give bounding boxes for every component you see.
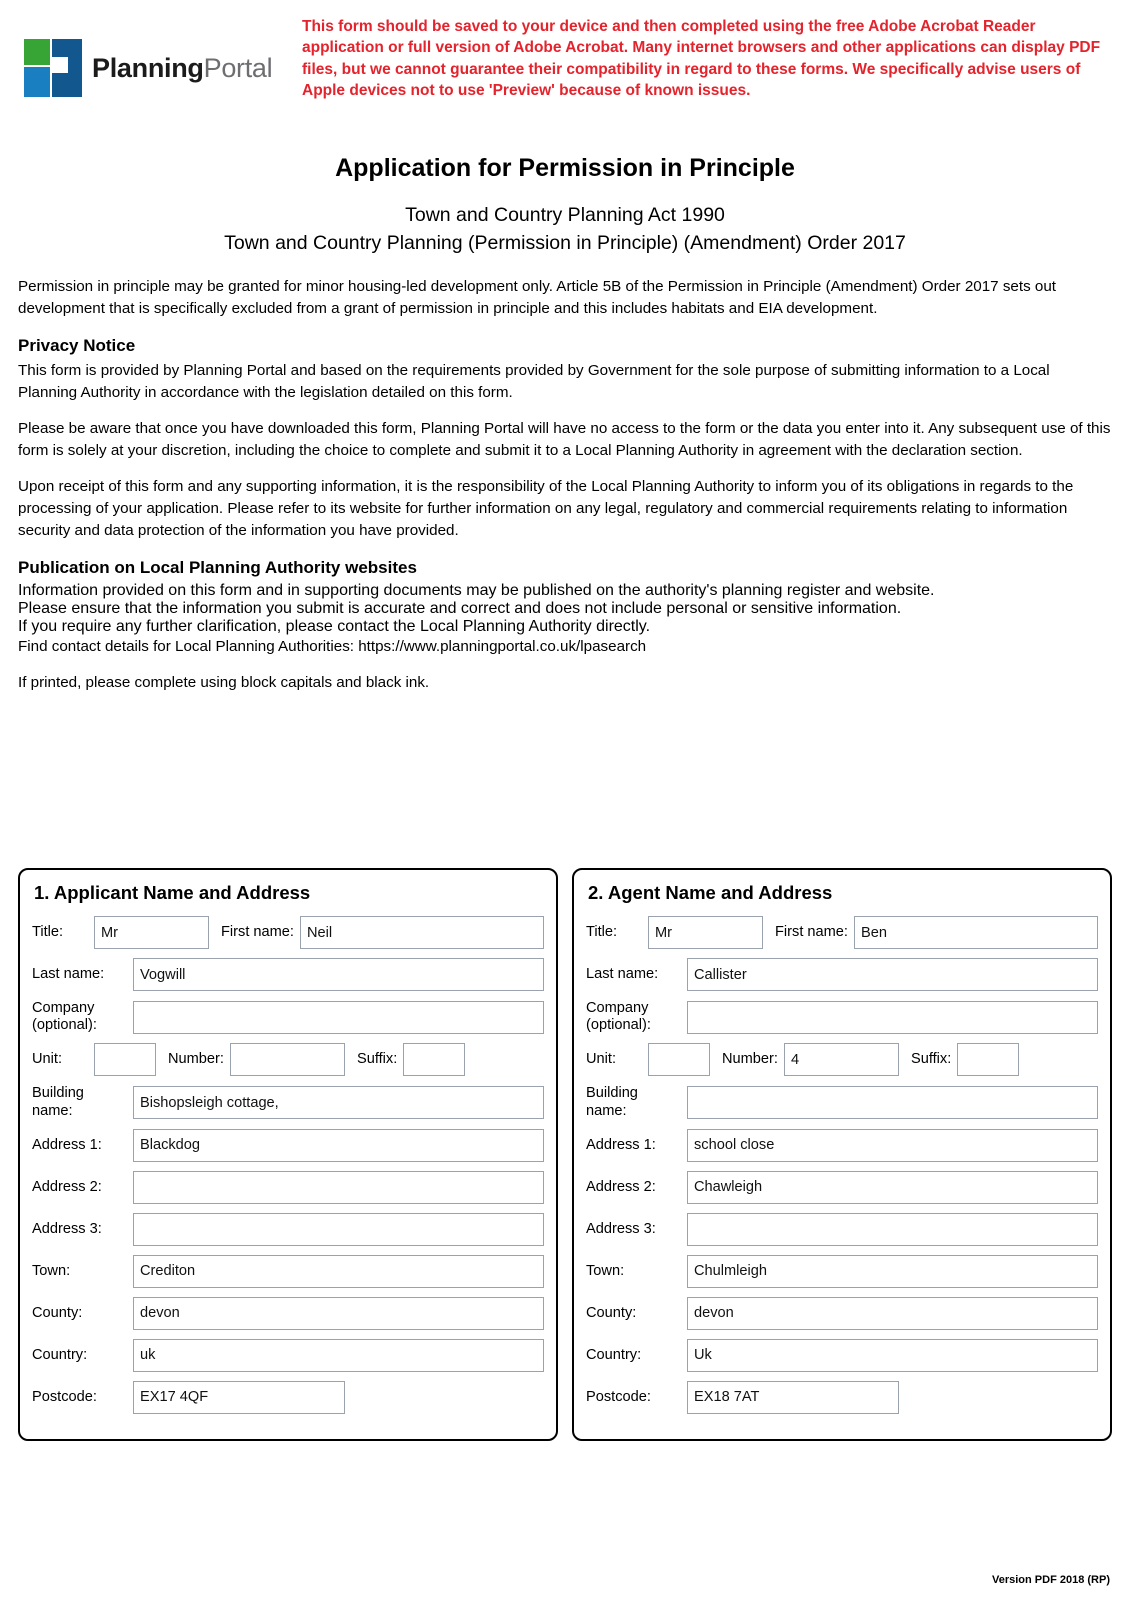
agent-country-row (586, 1339, 1098, 1372)
applicant-address1-row (32, 1129, 544, 1162)
agent-building-name-input[interactable] (687, 1086, 1098, 1119)
applicant-postcode-row (32, 1381, 544, 1414)
applicant-town-row (32, 1255, 544, 1288)
agent-panel-title: 2. Agent Name and Address (588, 882, 833, 903)
applicant-postcode-input[interactable] (133, 1381, 345, 1414)
agent-town-input[interactable] (687, 1255, 1098, 1288)
page-title: Application for Permission in Principle (335, 154, 795, 182)
publication-line-1: Information provided on this form and in supporting documents may be published on the authority's planning register and website. (18, 581, 935, 599)
logo-wordmark-light: Portal (203, 52, 273, 83)
agent-first-name-label: First name: (775, 923, 848, 940)
applicant-address2-input[interactable] (133, 1171, 544, 1204)
agent-name-row (586, 916, 1098, 949)
agent-address3-label: Address 3: (586, 1220, 656, 1237)
applicant-town-input[interactable] (133, 1255, 544, 1288)
applicant-address2-row (32, 1171, 544, 1204)
applicant-country-input[interactable] (133, 1339, 544, 1372)
agent-postcode-input[interactable] (687, 1381, 899, 1414)
applicant-county-label: County: (32, 1304, 83, 1321)
privacy-paragraph-2: Please be aware that once you have downloaded this form, Planning Portal will have no access to the form or the data you enter into it. Any subsequent use of this form is solely at your discretion, including the choice to complete and submit it to a Local Planning Authority in agreement with the declaration section. (18, 419, 1111, 459)
publication-line-2: Please ensure that the information you submit is accurate and correct and does not include personal or sensitive information. (18, 599, 902, 617)
intro-paragraph: Permission in principle may be granted for minor housing-led development only. Article 5B of the Permission in Principle (Amendment) Order 2017 sets out development that is specifically excluded from a grant of permission in principle and this includes habitats and EIA development. (18, 277, 1057, 317)
agent-last-name-row (586, 958, 1098, 991)
applicant-county-input[interactable] (133, 1297, 544, 1330)
applicant-unit-input[interactable] (94, 1043, 156, 1076)
applicant-number-input[interactable] (230, 1043, 345, 1076)
agent-country-input[interactable] (687, 1339, 1098, 1372)
applicant-title-input[interactable] (94, 916, 209, 949)
applicant-first-name-input[interactable] (300, 916, 544, 949)
agent-county-input[interactable] (687, 1297, 1098, 1330)
applicant-address3-label: Address 3: (32, 1220, 102, 1237)
applicant-number-label: Number: (168, 1051, 224, 1068)
agent-county-label: County: (586, 1304, 637, 1321)
agent-address2-label: Address 2: (586, 1178, 656, 1195)
name-and-address-panels (18, 868, 1112, 1441)
agent-address1-input[interactable] (687, 1129, 1098, 1162)
applicant-building-name-row (32, 1085, 544, 1119)
applicant-postcode-label: Postcode: (32, 1388, 97, 1405)
agent-company-label: Company (optional): (586, 1000, 651, 1034)
agent-town-row (586, 1255, 1098, 1288)
agent-unit-input[interactable] (648, 1043, 710, 1076)
applicant-suffix-label: Suffix: (356, 1051, 398, 1068)
agent-postcode-row (586, 1381, 1098, 1414)
applicant-suffix-input[interactable] (403, 1043, 465, 1076)
page-header (18, 0, 1112, 128)
privacy-notice-heading: Privacy Notice (18, 335, 136, 355)
agent-last-name-input[interactable] (687, 958, 1098, 991)
agent-postcode-label: Postcode: (586, 1388, 651, 1405)
lpa-contact-link[interactable]: Find contact details for Local Planning Authorities: https://www.planningportal.co.uk/lpasearch (18, 637, 647, 655)
applicant-address2-label: Address 2: (32, 1178, 102, 1195)
agent-country-label: Country: (586, 1346, 642, 1363)
agent-address3-input[interactable] (687, 1213, 1098, 1246)
agent-building-name-label: Building name: (586, 1085, 638, 1119)
applicant-panel-title: 1. Applicant Name and Address (34, 882, 311, 903)
agent-county-row (586, 1297, 1098, 1330)
agent-suffix-label: Suffix: (910, 1051, 952, 1068)
planning-portal-logo-icon (24, 39, 82, 97)
applicant-title-label: Title: (32, 923, 64, 940)
print-note: If printed, please complete using block capitals and black ink. (18, 673, 430, 691)
privacy-paragraph-3: Upon receipt of this form and any supporting information, it is the responsibility of the Local Planning Authority to inform you of its obligations in regards to the processing of your application. Please refer to its website for further information on any legal, regulatory and commercial requirements relating to information security and data protection of the information you have provided. (18, 477, 1074, 539)
applicant-address1-label: Address 1: (32, 1136, 102, 1153)
agent-unit-number-suffix-row (586, 1043, 1098, 1076)
applicant-name-row (32, 916, 544, 949)
applicant-building-name-label: Building name: (32, 1085, 84, 1119)
publication-lines (18, 582, 1112, 636)
planning-portal-logo (18, 8, 288, 128)
privacy-paragraph-1: This form is provided by Planning Portal and based on the requirements provided by Government for the sole purpose of submitting information to a Local Planning Authority in accordance with the legislation detailed on this form. (18, 361, 1050, 401)
applicant-company-row (32, 1000, 544, 1034)
agent-first-name-input[interactable] (854, 916, 1098, 949)
applicant-last-name-row (32, 958, 544, 991)
applicant-town-label: Town: (32, 1262, 71, 1279)
logo-wordmark-bold: Planning (92, 52, 204, 83)
applicant-panel (18, 868, 558, 1441)
agent-address1-label: Address 1: (586, 1136, 656, 1153)
acrobat-warning-text: This form should be saved to your device and then completed using the free Adobe Acrobat Reader application or full version of Adobe Acrobat. Many internet browsers and other applications can display PDF files, but we cannot guarantee their compatibility in regard to these forms. We specifically advise users of Apple devices not to use 'Preview' because of known issues. (302, 18, 1101, 100)
applicant-address3-row (32, 1213, 544, 1246)
agent-building-name-row (586, 1085, 1098, 1119)
agent-panel (572, 868, 1112, 1441)
logo-wordmark (92, 53, 272, 84)
legislation-block (18, 201, 1112, 258)
agent-number-label: Number: (722, 1051, 778, 1068)
applicant-company-input[interactable] (133, 1001, 544, 1034)
applicant-unit-label: Unit: (32, 1051, 63, 1068)
applicant-address3-input[interactable] (133, 1213, 544, 1246)
agent-number-input[interactable] (784, 1043, 899, 1076)
agent-address2-input[interactable] (687, 1171, 1098, 1204)
applicant-country-row (32, 1339, 544, 1372)
act-line-2: Town and Country Planning (Permission in Principle) (Amendment) Order 2017 (224, 232, 906, 255)
agent-address1-row (586, 1129, 1098, 1162)
version-label: Version PDF 2018 (RP) (992, 1574, 1110, 1586)
applicant-first-name-label: First name: (221, 923, 294, 940)
agent-suffix-input[interactable] (957, 1043, 1019, 1076)
agent-town-label: Town: (586, 1262, 625, 1279)
applicant-last-name-input[interactable] (133, 958, 544, 991)
applicant-unit-number-suffix-row (32, 1043, 544, 1076)
applicant-building-name-input[interactable] (133, 1086, 544, 1119)
publication-line-3: If you require any further clarification, please contact the Local Planning Authority directly. (18, 617, 651, 635)
act-line-1: Town and Country Planning Act 1990 (405, 204, 725, 226)
applicant-company-label: Company (optional): (32, 1000, 97, 1034)
agent-address2-row (586, 1171, 1098, 1204)
agent-last-name-label: Last name: (586, 965, 659, 982)
agent-title-label: Title: (586, 923, 618, 940)
agent-address3-row (586, 1213, 1098, 1246)
agent-unit-label: Unit: (586, 1051, 617, 1068)
agent-company-input[interactable] (687, 1001, 1098, 1034)
applicant-country-label: Country: (32, 1346, 88, 1363)
agent-company-row (586, 1000, 1098, 1034)
publication-heading: Publication on Local Planning Authority websites (18, 557, 417, 577)
applicant-address1-input[interactable] (133, 1129, 544, 1162)
applicant-county-row (32, 1297, 544, 1330)
agent-title-input[interactable] (648, 916, 763, 949)
applicant-last-name-label: Last name: (32, 965, 105, 982)
